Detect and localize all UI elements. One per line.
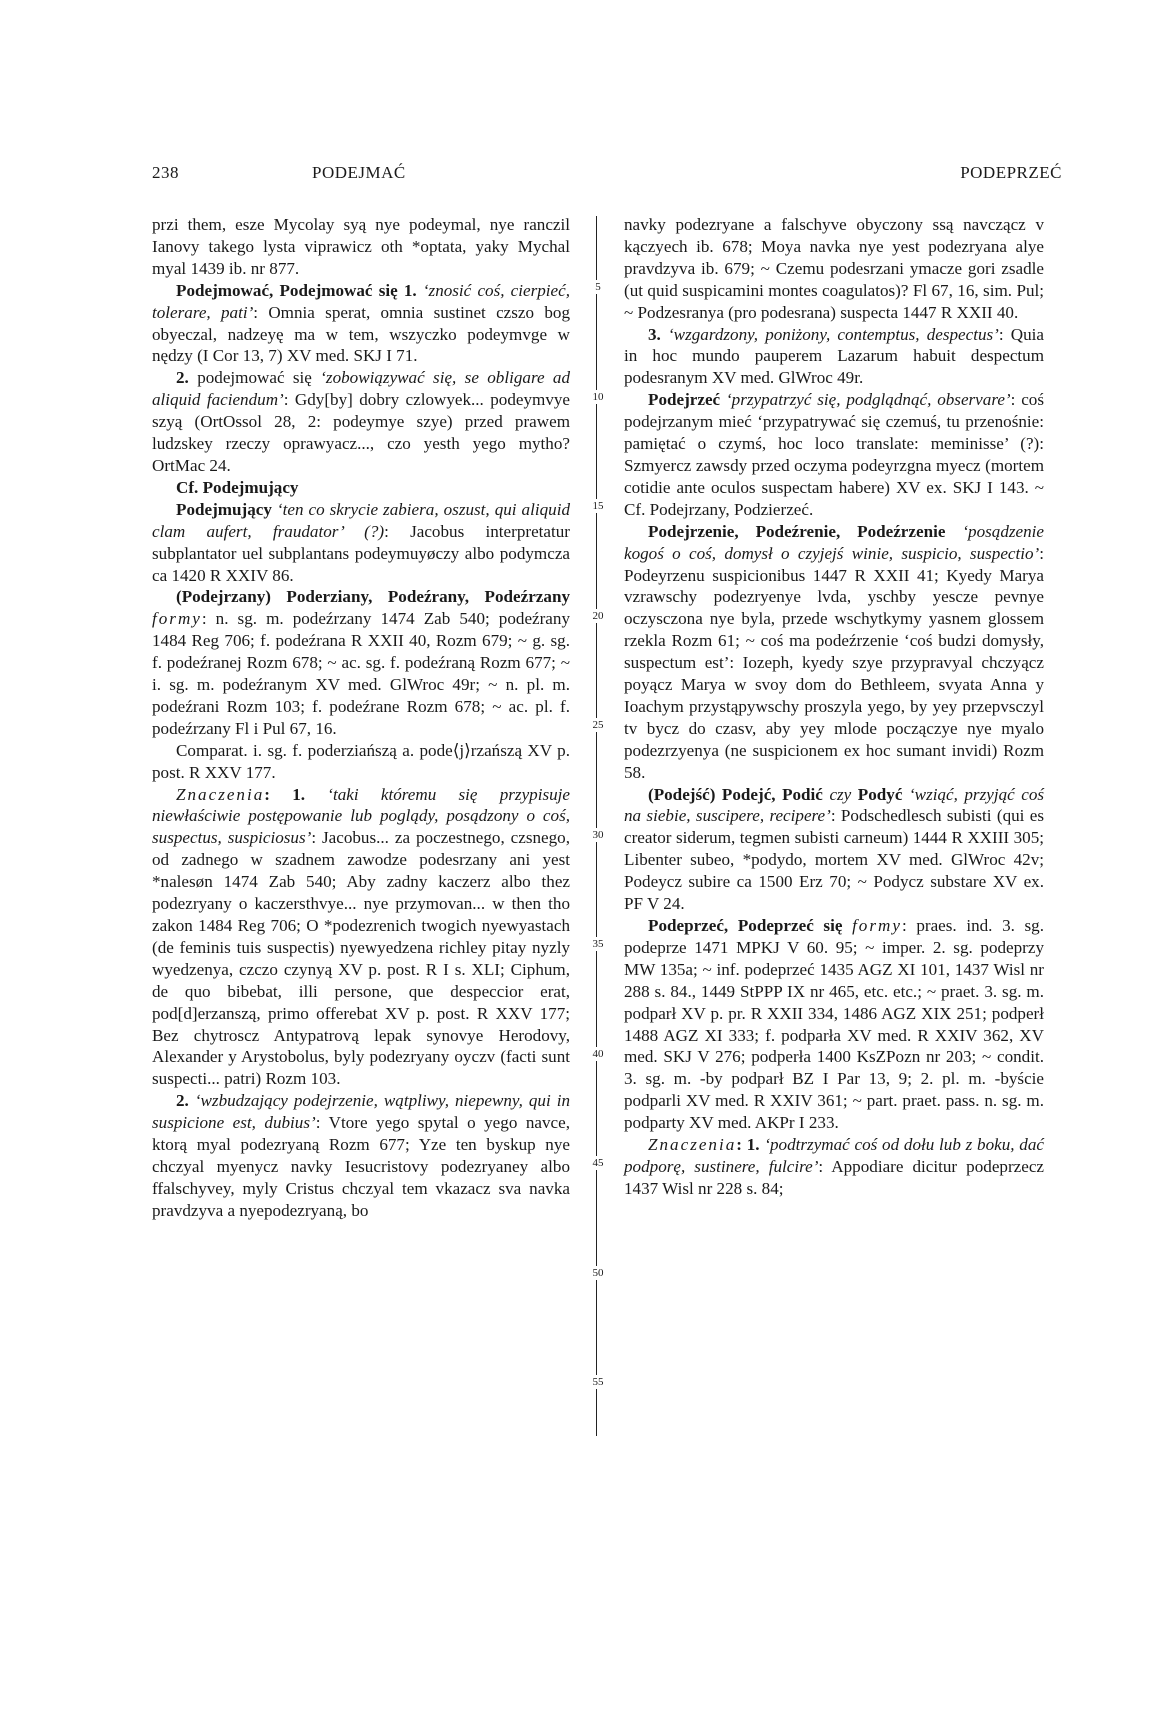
conjunction: czy (829, 784, 852, 804)
entry-text: : Vtore yego spytal o yego navce, ktorą myal podezryaną Rozm 677; Yze ten byskup nye chczyal myenycz navky Iesucristovy podezryaney albo ffalschyvey, myly Cristus chczyal tem vkazacz sva navka pravdzyva a nyepodezryaną, bo (152, 1113, 570, 1220)
entry-definition: ʻprzypatrzyć się, podglądnąć, observare’ (725, 390, 1011, 410)
formy-label: formy (852, 916, 902, 935)
entry-meanings (152, 784, 570, 1091)
sense-number: 2. (176, 1091, 189, 1111)
entry-definition: ʻwzbudzający podejrzenie, wątpliwy, niepewny, qui in suspicione est, dubius’ (152, 1091, 570, 1133)
znaczenia-label: Znaczenia (176, 784, 265, 804)
cross-reference-text: Cf. Podejmujący (176, 477, 299, 497)
entry-headword: Podejmujący (176, 499, 272, 519)
entry-definition: ʻwzgardzony, poniżony, contemptus, despectus’ (667, 324, 999, 344)
left-column (152, 214, 570, 1222)
entry-text: : Appodiare dicitur podeprzecz 1437 Wisl nr 228 s. 84; (624, 1156, 1044, 1198)
entry-continuation (624, 214, 1044, 324)
entry-podejmowac (152, 280, 570, 368)
sense-number: 2. (176, 368, 189, 388)
entry-continuation (152, 214, 570, 280)
line-number: 40 (585, 1047, 611, 1061)
line-number: 5 (585, 280, 611, 294)
entry-headword: Podejmować, Podejmować się 1. (176, 280, 417, 300)
line-number: 30 (585, 828, 611, 842)
page-number: 238 (152, 163, 179, 182)
entry-text: : praes. ind. 3. sg. podeprze 1471 MPKJ V 60. 95; ~ imper. 2. sg. podeprzy MW 135a; ~ inf. podeprzeć 1435 AGZ XI 101, 1437 Wisl nr 288 s. 84., 1449 StPPP IX nr 465, etc. etc.; ~ praet. 3. sg. m. podparł XV p. pr. R XXII 334, 1486 AGZ XIX 251; podperł 1488 AGZ XI 333; f. podparła XV med. R XXIV 362, XV med. SKJ V 276; podperła 1400 KsZPozn nr 203; ~ condit. 3. sg. m. -by podparł BZ I Par 13, 9; 2. pl. m. -byście podparli XV med. R XXIV 361; ~ part. praet. pass. n. sg. m. podparty XV med. AKPr I 233. (624, 916, 1044, 1133)
right-column (624, 214, 1044, 1200)
entry-definition: ʻznosić coś, cierpieć, tolerare, pati’ (152, 280, 570, 322)
entry-text: : n. sg. m. podeźrzany 1474 Zab 540; podeźrany 1484 Reg 706; f. podeźrana R XXII 40, Rozm 679; ~ g. sg. f. podeźranej Rozm 678; ~ ac. sg. f. podeźraną Rozm 677; ~ i. sg. m. podeźranym XV med. GlWroc 49r; ~ n. pl. m. podeźrani Rozm 103; f. podeźrane Rozm 678; ~ ac. pl. f. podeźrzany Fl i Pul 67, 16. (152, 609, 570, 738)
entry-podeprzec (624, 915, 1044, 1134)
entry-definition: ʻtaki któremu się przypisuje niewłaściwie postępowanie lub poglądy, posądzony o coś, suspectus, suspiciosus’ (152, 784, 570, 848)
page-header (152, 163, 1062, 187)
entry-definition: ʻposądzenie kogoś o coś, domysł o czyjejś winie, suspicio, suspectio’ (624, 521, 1044, 563)
entry-headword: (Podejść) Podejć, Podić (648, 784, 823, 804)
line-number: 55 (585, 1375, 611, 1389)
entry-text: : Jacobus... za poczestnego, czsnego, od zadnego w szadnem zawodze podesrzany ani yest *nalesøn 1474 Zab 540; Aby zadny kaczerz albo thez podezryany o kaczersthvye... nye przymovan... w then tho zakon 1484 Reg 706; O *podezrenich twogich nyewyastach (de feminis tuis suspectis) nyewyedzena richley pitay nyzly wyedzenya, czczo czynyą XV p. post. R I s. XLI; Ciphum, de quo bibebat, illi persone, que despeccior erat, pod[d]erzanszą, primo offerebat XV p. post. R XXV 177; Bez chytroscz Antypatrovą lepak synovye Herodovy, Alexander y Arystobolus, byly podezryany oyczv (facti sunt suspecti... patri) Rozm 103. (152, 828, 570, 1089)
entry-comparative (152, 740, 570, 784)
entry-definition: ʻten co skrycie zabiera, oszust, qui aliquid clam aufert, fraudator’ (?) (152, 499, 570, 541)
line-number: 20 (585, 609, 611, 623)
entry-meanings (624, 1134, 1044, 1200)
sense-number: : 1. (264, 784, 306, 804)
entry-text: Comparat. i. sg. f. poderziańszą a. pode⟨j⟩rzańszą XV p. post. R XXV 177. (152, 740, 570, 782)
entry-text: : Omnia sperat, omnia sustinet czszo bog obyeczal, nadzeyę ma w tem, wszyczko podeymvge w nędzy (I Cor 13, 7) XV med. SKJ I 71. (152, 302, 570, 366)
entry-sense-3 (624, 324, 1044, 390)
entry-podejrzany (152, 586, 570, 739)
entry-text: : Gdy[by] dobry czlowyek... podeymvye szyą (OrtOssol 28, 2: podeymye szye) przed prawem ludzskey rzeczy oprawyacz..., czo yesth yego mytho? OrtMac 24. (152, 390, 570, 475)
entry-definition: ʻzobowiązywać się, se obligare ad aliquid faciendum’ (152, 368, 570, 410)
entry-headword-variant: Podyć (857, 784, 903, 804)
entry-headword: Podeprzeć, Podeprzeć się (648, 916, 843, 935)
entry-text: przi them, esze Mycolay syą nye podeymal, nye ranczil Ianovy takego lysta viprawicz oth *optata, yaky Mychal myal 1439 ib. nr 877. (152, 215, 570, 278)
entry-headword: (Podejrzany) Poderziany, Podeźrany, Podeźrzany (176, 587, 570, 607)
line-number: 35 (585, 937, 611, 951)
entry-podejrzenie (624, 521, 1044, 784)
line-number: 10 (585, 390, 611, 404)
entry-podejrzec (624, 389, 1044, 520)
znaczenia-label: Znaczenia (648, 1135, 737, 1155)
right-running-head: PODEPRZEĆ (960, 163, 1062, 182)
entry-text: : Podeyrzenu suspicionibus 1447 R XXII 41; Kyedy Marya vzrawschy podezryenye lvda, yschby yescze pevnye oczysczona nye byla, przede wschytkymy yasnem glossem rzekla Rozm 61; ~ coś ma podeźrzenie ʻcoś budzi domysły, suspectum est’: Iozeph, kyedy szye przypravyal chczyącz poyącz Marya w svoy dom do Bethleem, svyata Anna y Ioachym przystąpywschy proszyla yego, by yey przepvsczyl tv bycz do czasv, aby yey mlode począczye nye myalo podezrzyenya (ne suspicionem ex hoc sumant invidi) Rozm 58. (624, 543, 1044, 782)
entry-text: : Podschedlesch subisti (qui es creator siderum, tegmen subisti carneum) 1444 R XXIII 305; Libenter subeo, *podydo, mortem XV med. GlWroc 42v; Podeycz subire ca 1500 Erz 70; ~ Podycz substare XV ex. PF V 24. (624, 806, 1044, 914)
sense-number: : 1. (736, 1135, 760, 1155)
entry-text: : Jacobus interpretatur subplantator uel subplantans podeymuyøczy albo podymcza ca 1420 R XXIV 86. (152, 521, 570, 585)
line-number: 45 (585, 1156, 611, 1170)
entry-definition: ʻwziąć, przyjąć coś na siebie, suscipere, recipere’ (624, 784, 1045, 826)
entry-headword: Podejrzeć (648, 390, 721, 410)
entry-sense-2b (152, 1090, 570, 1221)
entry-sense-2 (152, 367, 570, 477)
line-number: 25 (585, 718, 611, 732)
sense-lemma: podejmować się (197, 368, 312, 388)
entry-text: : Quia in hoc mundo pauperem Lazarum habuit despectum podesranym XV med. GlWroc 49r. (624, 324, 1044, 388)
line-number: 50 (585, 1266, 611, 1280)
entry-podejsc (624, 784, 1044, 915)
entry-text: : coś podejrzanym mieć ʻprzypatrywać się czemuś, tu przenośnie: pamiętać o czymś, hoc loco translate: meminisse’ (?): Szmyercz zawsdy przed oczyma podeyrzgna myecz (mortem cotidie ante oculos suspectam habere) XV ex. SKJ I 143. ~ Cf. Podejrzany, Podzierzeć. (624, 390, 1045, 519)
cross-reference (152, 477, 570, 499)
sense-number: 3. (648, 324, 661, 344)
line-number: 15 (585, 499, 611, 513)
entry-headword: Podejrzenie, Podeźrenie, Podeźrzenie (648, 521, 946, 541)
entry-text: navky podezryane a falschyve obyczony ssą navczącz v kączyech ib. 678; Moya navka nye yest podezryana alye pravdzyva ib. 679; ~ Czemu podesrzani ymacze gori zsadle (ut quid suspicamini montes coagulatos)? Fl 67, 16, sim. Pul; ~ Podzesranya (pro podesrana) suspecta 1447 R XXII 40. (624, 215, 1044, 322)
entry-definition: ʻpodtrzymać coś od dołu lub z boku, dać podporę, sustinere, fulcire’ (624, 1135, 1044, 1176)
left-running-head: PODEJMAĆ (312, 163, 406, 182)
entry-podejmujacy (152, 499, 570, 587)
formy-label: formy (152, 609, 202, 629)
